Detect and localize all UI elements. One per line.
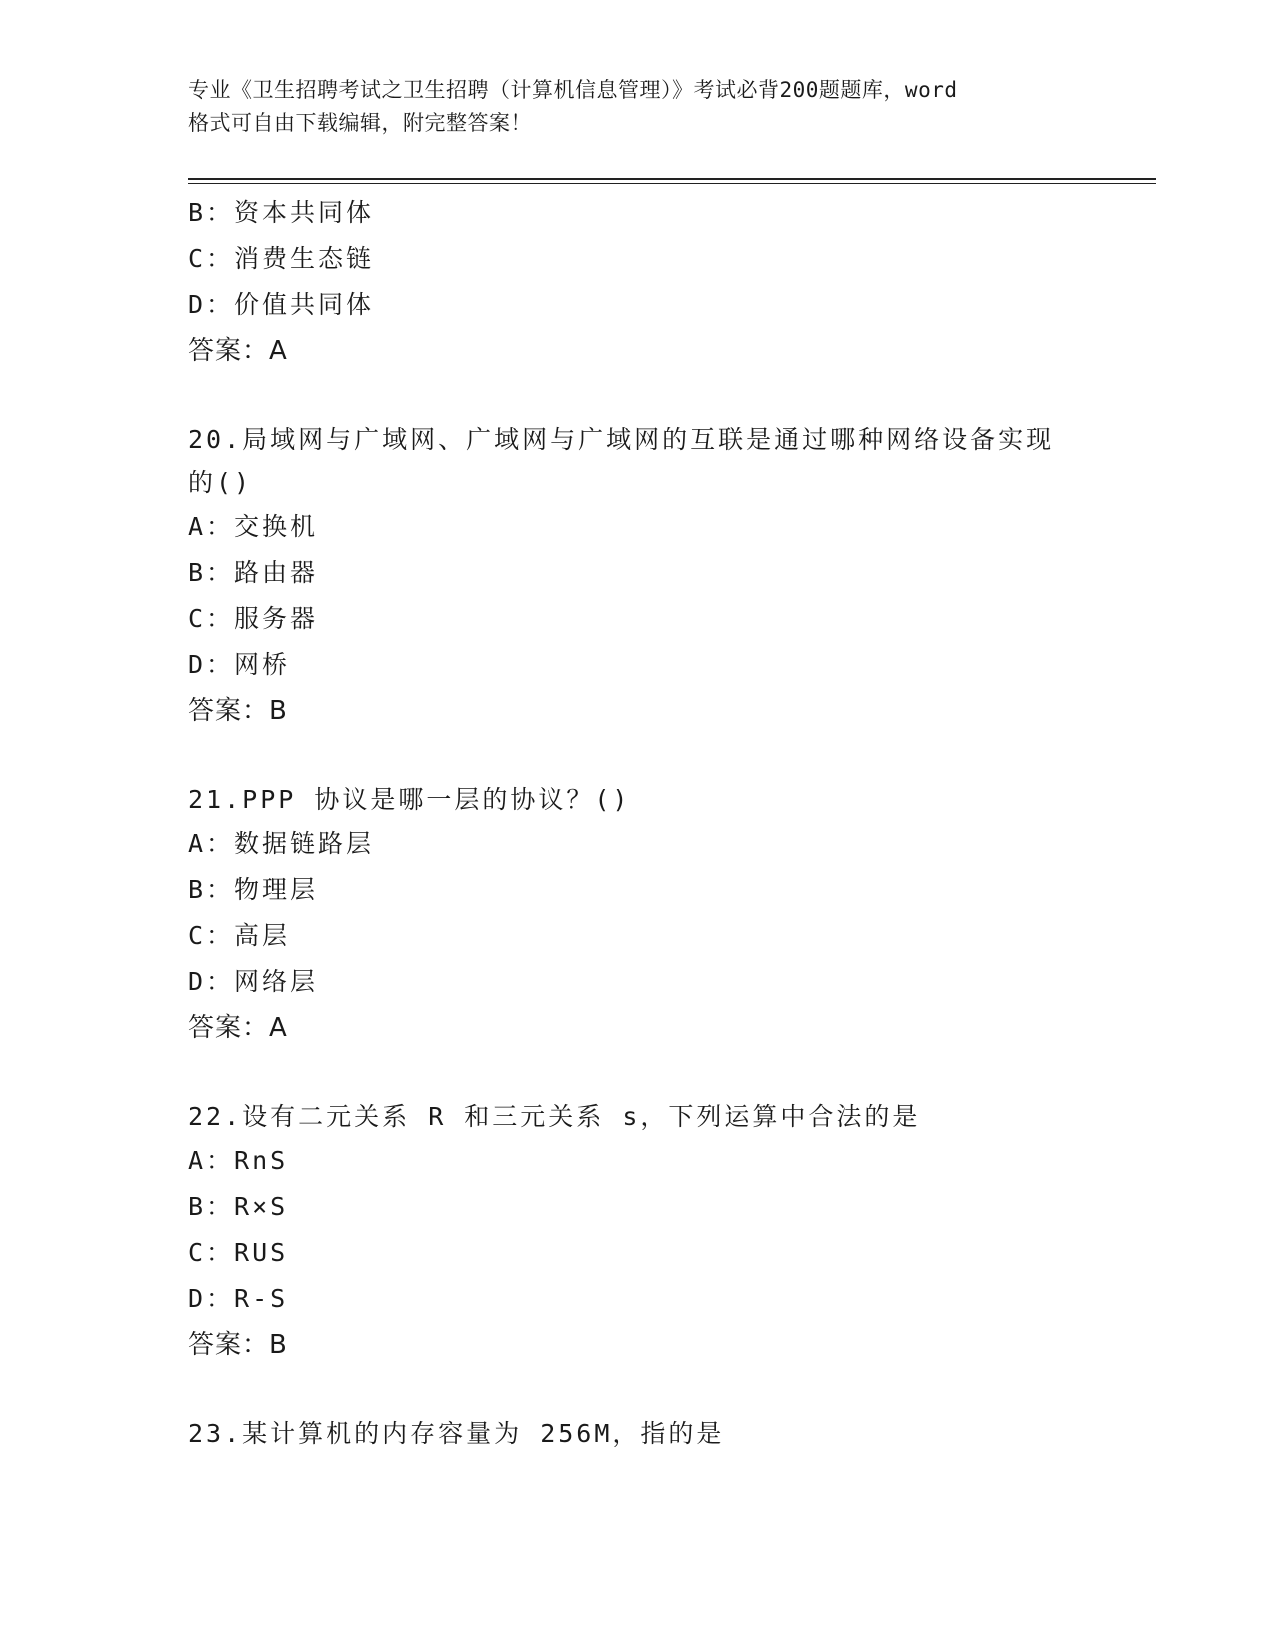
option-d: D：R-S	[188, 1284, 289, 1313]
question-stem: 20.局域网与广域网、广域网与广域网的互联是通过哪种网络设备实现	[188, 425, 1055, 454]
answer-line: 答案：A	[188, 336, 288, 366]
question-stem: 22.设有二元关系 R 和三元关系 s，下列运算中合法的是	[188, 1102, 921, 1131]
question-20	[188, 418, 1148, 734]
answer-line: 答案：B	[188, 696, 288, 726]
option-c: C：高层	[188, 921, 291, 950]
answer-line: 答案：A	[188, 1013, 288, 1043]
option-a: A：数据链路层	[188, 829, 375, 858]
option-c: C：消费生态链	[188, 244, 375, 273]
question-23	[188, 1412, 1148, 1455]
option-b: B：R×S	[188, 1192, 289, 1221]
option-b: B：资本共同体	[188, 198, 375, 227]
option-a: A：RnS	[188, 1146, 289, 1175]
header-line-2: 格式可自由下载编辑，附完整答案！	[188, 111, 532, 135]
question-21	[188, 778, 1148, 1051]
question-list	[188, 190, 1148, 1455]
question-stem: 21.PPP 协议是哪一层的协议？()	[188, 785, 631, 814]
option-c: C：RUS	[188, 1238, 289, 1267]
option-d: D：网络层	[188, 967, 319, 996]
option-d: D：网桥	[188, 650, 291, 679]
document-header	[188, 74, 1088, 140]
question-19-continued	[188, 190, 1148, 374]
question-22	[188, 1095, 1148, 1368]
option-d: D：价值共同体	[188, 290, 375, 319]
header-divider	[188, 178, 1156, 184]
question-stem-continued: 的()	[188, 468, 253, 497]
option-c: C：服务器	[188, 604, 319, 633]
option-b: B：物理层	[188, 875, 319, 904]
answer-line: 答案：B	[188, 1330, 288, 1360]
option-b: B：路由器	[188, 558, 319, 587]
option-a: A：交换机	[188, 512, 319, 541]
question-stem: 23.某计算机的内存容量为 256M，指的是	[188, 1419, 725, 1448]
header-line-1: 专业《卫生招聘考试之卫生招聘（计算机信息管理）》考试必背200题题库，word	[188, 78, 958, 102]
